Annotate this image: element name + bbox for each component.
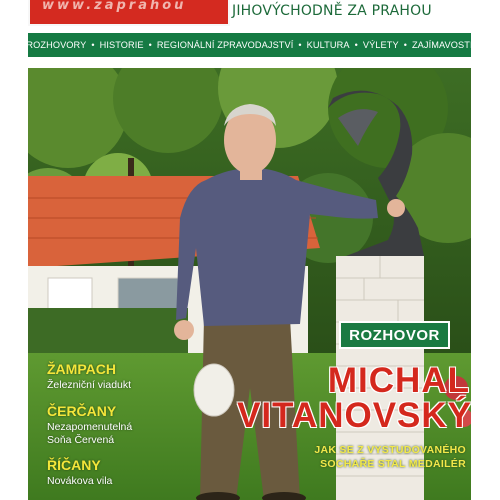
tagline: JIHOVÝCHODNĚ ZA PRAHOU xyxy=(232,3,432,19)
teaser-title-cercany[interactable]: ČERČANY xyxy=(47,403,117,419)
nav-separator: • xyxy=(148,40,152,50)
logo-url: www.zaprahou xyxy=(42,0,187,13)
teaser-title-ricany[interactable]: ŘÍČANY xyxy=(47,457,101,473)
teaser-title-zampach[interactable]: ŽAMPACH xyxy=(47,361,116,377)
white-cap xyxy=(194,364,234,416)
section-nav xyxy=(28,33,471,57)
feature-name-last: VITANOVSKÝ xyxy=(237,396,472,435)
nav-item-kultura[interactable]: KULTURA xyxy=(306,40,350,50)
nav-item-regionalni-zpravodajstvi[interactable]: REGIONÁLNÍ ZPRAVODAJSTVÍ xyxy=(156,40,294,50)
man-hand-right xyxy=(387,199,405,217)
nav-separator: • xyxy=(91,40,95,50)
teaser-text: Železniční viadukt xyxy=(47,379,132,391)
nav-item-rozhovory[interactable]: ROZHOVORY xyxy=(26,40,87,50)
man-hand-left xyxy=(174,320,194,340)
feature-subtitle-line2: SOCHAŘE STAL MEDAILÉR xyxy=(320,458,466,470)
man-neck xyxy=(240,168,262,180)
nav-separator: • xyxy=(354,40,358,50)
teaser-text: Nezapomenutelná xyxy=(47,421,133,433)
teaser-text: Novákova vila xyxy=(47,475,113,487)
masthead xyxy=(0,0,500,32)
nav-separator: • xyxy=(403,40,407,50)
logo[interactable] xyxy=(28,0,230,26)
nav-item-zajimavosti[interactable]: ZAJÍMAVOSTI xyxy=(411,40,473,50)
feature-subtitle-line1: JAK SE Z VYSTUDOVANÉHO xyxy=(314,444,466,456)
teaser-text: Soňa Červená xyxy=(47,434,115,446)
nav-item-vylety[interactable]: VÝLETY xyxy=(362,40,399,50)
nav-separator: • xyxy=(298,40,302,50)
section-label-rozhovor[interactable]: ROZHOVOR xyxy=(339,321,450,349)
hedge xyxy=(28,308,188,356)
feature-name-first: MICHAL xyxy=(327,361,470,400)
nav-item-historie[interactable]: HISTORIE xyxy=(99,40,144,50)
